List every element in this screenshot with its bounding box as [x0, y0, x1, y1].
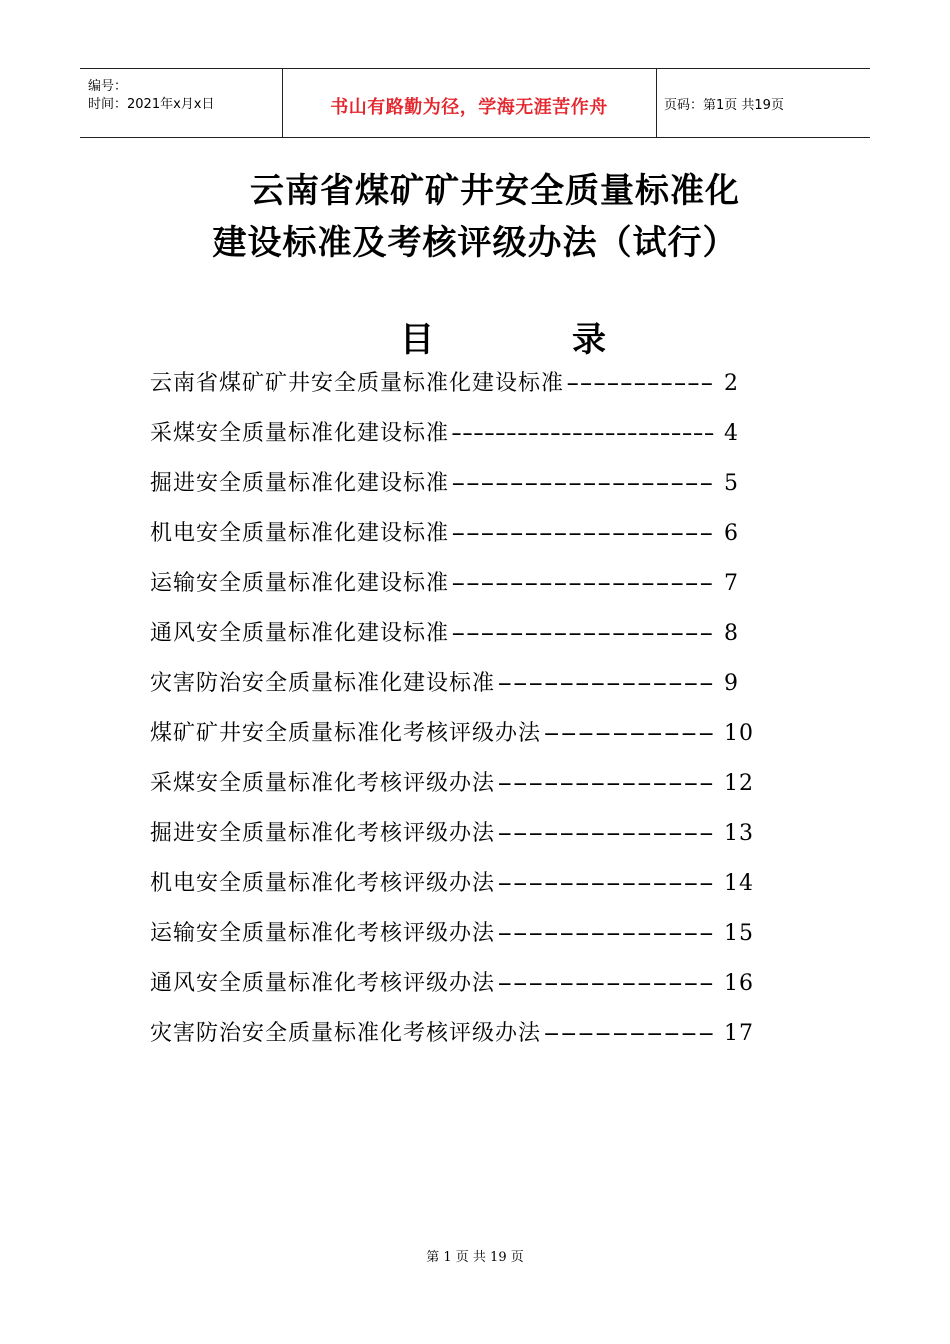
toc-entry-leader: ---------- [543, 1021, 715, 1046]
toc-entry-leader: ------------------ [451, 471, 714, 496]
toc-entry[interactable] [150, 467, 750, 517]
toc-heading-char-2: 录 [572, 320, 606, 360]
toc-entry-page: 14 [724, 871, 754, 896]
header-info-cell [80, 69, 283, 137]
toc-entry-title: 运输安全质量标准化建设标准 [150, 571, 450, 596]
toc-entry[interactable] [150, 967, 754, 1017]
toc-entry-leader: -------------- [497, 771, 715, 796]
toc-entry-page: 2 [724, 371, 739, 396]
table-of-contents [150, 367, 754, 1067]
toc-entry-title: 运输安全质量标准化考核评级办法 [150, 921, 496, 946]
toc-entry-page: 15 [724, 921, 754, 946]
toc-entry-page: 16 [724, 971, 754, 996]
toc-entry-title: 煤矿矿井安全质量标准化考核评级办法 [150, 721, 542, 746]
toc-entry[interactable] [150, 817, 754, 867]
toc-entry-page: 12 [724, 771, 754, 796]
toc-heading-char-1: 目 [400, 320, 434, 360]
toc-entry[interactable] [150, 717, 754, 767]
toc-entry[interactable] [150, 1017, 754, 1067]
toc-entry-page: 4 [724, 421, 739, 446]
toc-entry[interactable] [150, 867, 754, 917]
toc-entry-page: 5 [724, 471, 739, 496]
header-page-cell [656, 69, 870, 137]
document-title-line-1: 云南省煤矿矿井安全质量标准化 [250, 171, 740, 211]
toc-entry-page: 17 [724, 1021, 754, 1046]
toc-entry[interactable] [150, 617, 750, 667]
page-info: 页码：第1页 共19页 [664, 98, 784, 113]
page-footer: 第 1 页 共 19 页 [426, 1250, 524, 1265]
toc-entry-title: 掘进安全质量标准化建设标准 [150, 471, 450, 496]
toc-entry-title: 采煤安全质量标准化建设标准 [150, 421, 450, 446]
toc-entry-leader: -------------- [497, 921, 715, 946]
toc-entry-title: 掘进安全质量标准化考核评级办法 [150, 821, 496, 846]
toc-entry-page: 8 [724, 621, 739, 646]
number-label: 编号： [88, 79, 128, 94]
toc-entry[interactable] [150, 367, 750, 417]
toc-entry-page: 6 [724, 521, 739, 546]
toc-entry[interactable] [150, 667, 750, 717]
toc-entry-title: 灾害防治安全质量标准化建设标准 [150, 671, 496, 696]
toc-entry-page: 9 [724, 671, 739, 696]
toc-entry[interactable] [150, 767, 754, 817]
toc-entry-leader: -------------- [497, 671, 715, 696]
toc-entry-title: 灾害防治安全质量标准化考核评级办法 [150, 1021, 542, 1046]
toc-entry-leader: ------------------ [451, 571, 714, 596]
toc-entry-leader: ------------------ [451, 521, 714, 546]
header-motto-cell [282, 69, 657, 137]
toc-entry[interactable] [150, 417, 750, 467]
toc-entry-page: 7 [724, 571, 739, 596]
toc-entry-title: 通风安全质量标准化建设标准 [150, 621, 450, 646]
toc-entry-leader: ------------------------ [451, 421, 715, 446]
toc-entry-leader: -------------- [497, 971, 715, 996]
toc-entry-leader: ---------- [543, 721, 715, 746]
toc-entry-title: 通风安全质量标准化考核评级办法 [150, 971, 496, 996]
toc-entry-leader: -------------- [497, 821, 715, 846]
toc-entry-page: 10 [724, 721, 754, 746]
toc-entry-leader: -------------- [497, 871, 715, 896]
toc-entry[interactable] [150, 517, 750, 567]
toc-entry[interactable] [150, 917, 754, 967]
time-label: 时间：2021年x月x日 [88, 97, 215, 112]
toc-entry-leader: ----------- [566, 371, 714, 396]
document-title-line-2: 建设标准及考核评级办法（试行） [212, 223, 738, 263]
toc-entry-page: 13 [724, 821, 754, 846]
toc-entry-title: 采煤安全质量标准化考核评级办法 [150, 771, 496, 796]
motto-text: 书山有路勤为径，学海无涯苦作舟 [330, 97, 608, 118]
toc-entry[interactable] [150, 567, 750, 617]
page-header [80, 68, 870, 138]
toc-entry-leader: ------------------ [451, 621, 714, 646]
toc-entry-title: 机电安全质量标准化建设标准 [150, 521, 450, 546]
toc-entry-title: 机电安全质量标准化考核评级办法 [150, 871, 496, 896]
toc-entry-title: 云南省煤矿矿井安全质量标准化建设标准 [150, 371, 565, 396]
